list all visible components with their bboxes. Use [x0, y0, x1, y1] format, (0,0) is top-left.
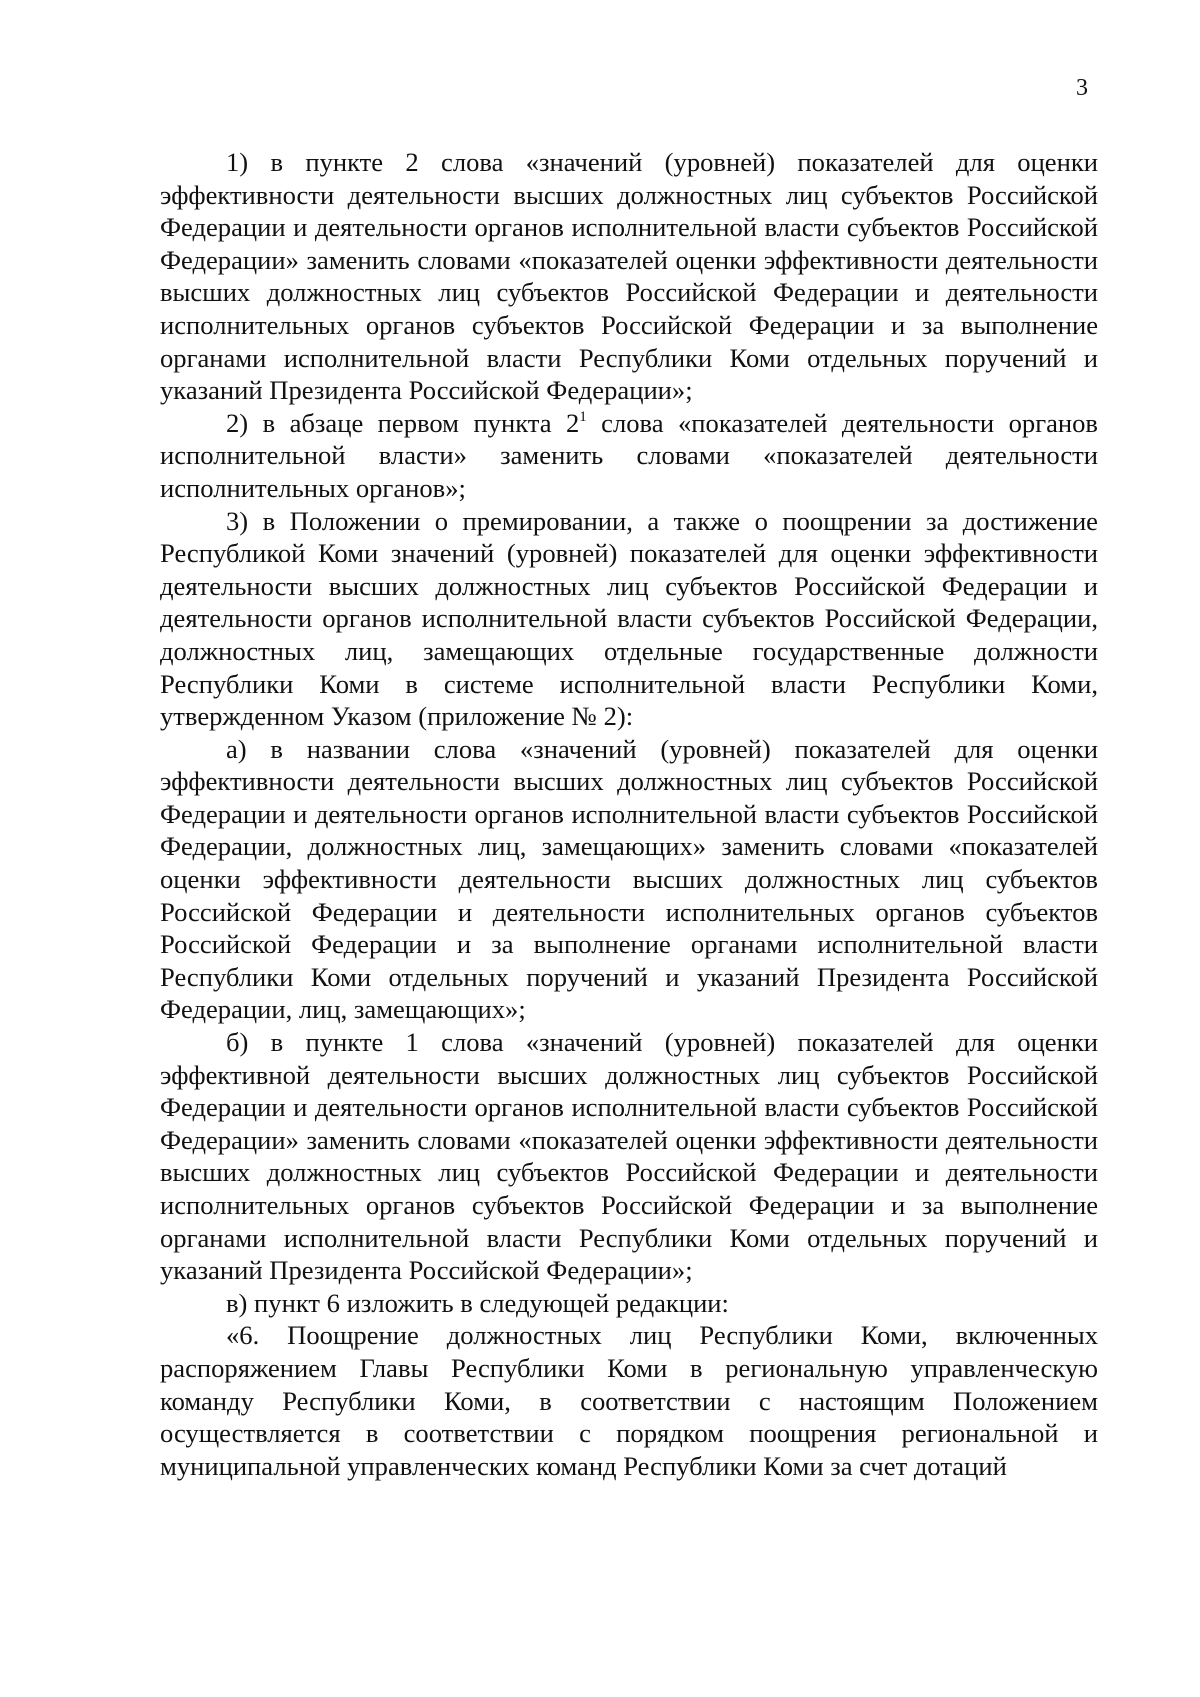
paragraph-subitem-b: б) в пункте 1 слова «значений (уровней) показателей для оценки эффективной деятельности высших должностных лиц субъектов Российской Федерации и деятельности органов исполнительной власти субъектов Российской Федерации» заменить словами «показателей оценки эффективности деятельности высших должностных лиц субъектов Российской Федерации и деятельности исполнительных органов субъектов Российской Федерации и за выполнение органами исполнительной власти Республики Коми отдельных поручений и указаний Президента Российской Федерации»;	[160, 1027, 1098, 1286]
paragraph-item-1: 1) в пункте 2 слова «значений (уровней) показателей для оценки эффективности деятельности высших должностных лиц субъектов Российской Федерации и деятельности органов исполнительной власти субъектов Российской Федерации» заменить словами «показателей оценки эффективности деятельности высших должностных лиц субъектов Российской Федерации и деятельности исполнительных органов субъектов Российской Федерации и за выполнение органами исполнительной власти Республики Коми отдельных поручений и указаний Президента Российской Федерации»;	[160, 147, 1098, 406]
paragraph-item-2-end: слова «показателей деятельности органов исполнительной власти» заменить словами «показателей деятельности исполнительных органов»;	[160, 407, 1098, 503]
paragraph-subitem-a: а) в названии слова «значений (уровней) показателей для оценки эффективности деятельности высших должностных лиц субъектов Российской Федерации и деятельности органов исполнительной власти субъектов Российской Федерации, должностных лиц, замещающих» заменить словами «показателей оценки эффективности деятельности высших должностных лиц субъектов Российской Федерации и деятельности исполнительных органов субъектов Российской Федерации и за выполнение органами исполнительной власти Республики Коми отдельных поручений и указаний Президента Российской Федерации, лиц, замещающих»;	[160, 733, 1098, 1025]
paragraph-item-2-start: 2) в абзаце первом пункта 2	[226, 407, 580, 438]
paragraph-point-6-text: «6. Поощрение должностных лиц Республики Коми, включенных распоряжением Главы Республики Коми в региональную управленческую команду Республики Коми, в соответствии с настоящим Положением осуществляется в соответствии с порядком поощрения региональной и муниципальной управленческих команд Республики Коми за счет дотаций	[160, 1320, 1098, 1481]
paragraph-item-3: 3) в Положении о премировании, а также о поощрении за достижение Республикой Коми значений (уровней) показателей для оценки эффективности деятельности высших должностных лиц субъектов Российской Федерации и деятельности органов исполнительной власти субъектов Российской Федерации, должностных лиц, замещающих отдельные государственные должности Республики Коми в системе исполнительной власти Республики Коми, утвержденном Указом (приложение № 2):	[160, 505, 1098, 732]
document-body	[160, 146, 1098, 1482]
paragraph-item-2	[160, 407, 1098, 505]
paragraph-subitem-v: в) пункт 6 изложить в следующей редакции:	[226, 1287, 729, 1318]
page-number: 3	[1076, 75, 1088, 101]
superscript-index: 1	[579, 408, 587, 425]
